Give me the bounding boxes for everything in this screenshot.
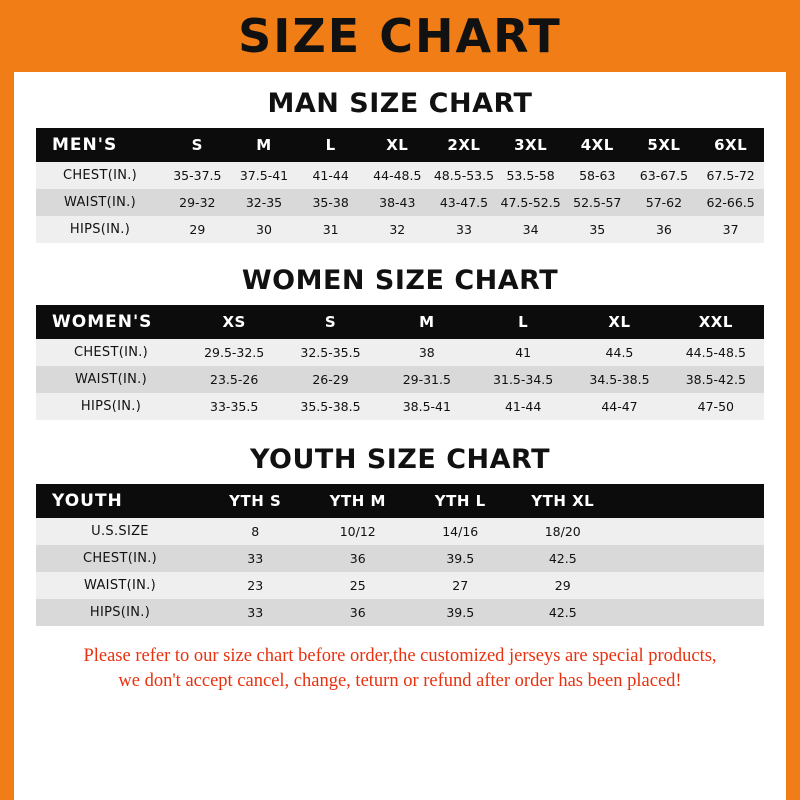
women-cell: 26-29 [282,366,378,393]
youth-row-label: WAIST(IN.) [36,572,204,599]
women-col-header: XXL [668,305,764,339]
women-cell: 33-35.5 [186,393,282,420]
women-row-label: CHEST(IN.) [36,339,186,366]
women-cell: 35.5-38.5 [282,393,378,420]
youth-cell: 39.5 [409,599,512,626]
men-cell: 53.5-58 [497,162,564,189]
youth-col-header: YTH XL [512,484,615,518]
men-cell: 62-66.5 [697,189,764,216]
youth-cell: 25 [307,572,410,599]
women-cell: 41 [475,339,571,366]
table-row [36,545,764,572]
youth-cell: 14/16 [409,518,512,545]
men-cell: 34 [497,216,564,243]
men-cell: 30 [231,216,298,243]
men-section-title: MAN SIZE CHART [267,88,533,119]
youth-section-title: YOUTH SIZE CHART [249,444,551,475]
men-cell: 52.5-57 [564,189,631,216]
youth-cell: 8 [204,518,307,545]
men-col-header: 5XL [631,128,698,162]
men-cell: 29 [164,216,231,243]
women-header-label: WOMEN'S [36,305,186,339]
women-cell: 38 [379,339,475,366]
men-row-label: CHEST(IN.) [36,162,164,189]
men-cell: 38-43 [364,189,431,216]
youth-cell: 33 [204,599,307,626]
women-section-title: WOMEN SIZE CHART [241,265,559,296]
table-header-row [36,484,764,518]
youth-cell-spacer [614,599,764,626]
men-cell: 48.5-53.5 [431,162,498,189]
women-row-label: HIPS(IN.) [36,393,186,420]
women-col-header: XL [571,305,667,339]
men-col-header: M [231,128,298,162]
youth-cell-spacer [614,572,764,599]
men-cell: 43-47.5 [431,189,498,216]
men-col-header: XL [364,128,431,162]
youth-size-table [36,484,764,626]
table-row [36,599,764,626]
men-cell: 35-38 [297,189,364,216]
women-row-label: WAIST(IN.) [36,366,186,393]
table-row [36,162,764,189]
youth-cell: 18/20 [512,518,615,545]
table-header-row [36,128,764,162]
women-col-header: XS [186,305,282,339]
women-cell: 38.5-42.5 [668,366,764,393]
men-col-header: 4XL [564,128,631,162]
men-cell: 32 [364,216,431,243]
men-cell: 37.5-41 [231,162,298,189]
table-row [36,189,764,216]
women-cell: 31.5-34.5 [475,366,571,393]
men-cell: 29-32 [164,189,231,216]
men-cell: 58-63 [564,162,631,189]
youth-col-header: YTH M [307,484,410,518]
women-size-table [36,305,764,420]
men-cell: 31 [297,216,364,243]
youth-cell: 42.5 [512,599,615,626]
women-cell: 44-47 [571,393,667,420]
footer-note [36,644,764,694]
men-col-header: L [297,128,364,162]
youth-col-header: YTH L [409,484,512,518]
men-cell: 33 [431,216,498,243]
men-size-table [36,128,764,243]
men-header-label: MEN'S [36,128,164,162]
youth-cell: 36 [307,599,410,626]
men-row-label: HIPS(IN.) [36,216,164,243]
youth-header-spacer [614,484,764,518]
women-cell: 38.5-41 [379,393,475,420]
youth-cell-spacer [614,518,764,545]
women-cell: 29.5-32.5 [186,339,282,366]
table-row [36,366,764,393]
women-col-header: S [282,305,378,339]
table-row [36,339,764,366]
women-cell: 44.5-48.5 [668,339,764,366]
men-cell: 35 [564,216,631,243]
men-cell: 47.5-52.5 [497,189,564,216]
women-cell: 32.5-35.5 [282,339,378,366]
men-col-header: 6XL [697,128,764,162]
men-col-header: S [164,128,231,162]
page-header-band [14,0,786,72]
men-cell: 32-35 [231,189,298,216]
women-cell: 41-44 [475,393,571,420]
men-col-header: 3XL [497,128,564,162]
youth-cell: 36 [307,545,410,572]
chart-content [14,88,786,694]
table-row [36,518,764,545]
youth-row-label: HIPS(IN.) [36,599,204,626]
men-cell: 36 [631,216,698,243]
footer-note-line-2: we don't accept cancel, change, teturn or refund after order has been placed! [118,670,682,691]
youth-row-label: CHEST(IN.) [36,545,204,572]
women-cell: 44.5 [571,339,667,366]
youth-cell: 33 [204,545,307,572]
youth-cell: 39.5 [409,545,512,572]
youth-cell: 23 [204,572,307,599]
men-cell: 35-37.5 [164,162,231,189]
men-cell: 44-48.5 [364,162,431,189]
youth-cell: 29 [512,572,615,599]
table-header-row [36,305,764,339]
women-cell: 29-31.5 [379,366,475,393]
men-cell: 37 [697,216,764,243]
youth-header-label: YOUTH [36,484,204,518]
table-row [36,216,764,243]
men-cell: 57-62 [631,189,698,216]
women-col-header: L [475,305,571,339]
youth-cell: 27 [409,572,512,599]
youth-cell: 42.5 [512,545,615,572]
youth-col-header: YTH S [204,484,307,518]
men-cell: 63-67.5 [631,162,698,189]
youth-row-label: U.S.SIZE [36,518,204,545]
women-col-header: M [379,305,475,339]
table-row [36,572,764,599]
men-row-label: WAIST(IN.) [36,189,164,216]
footer-note-line-1: Please refer to our size chart before order,the customized jerseys are special products, [83,646,717,666]
men-col-header: 2XL [431,128,498,162]
youth-cell: 10/12 [307,518,410,545]
page-title: SIZE CHART [238,9,562,63]
youth-cell-spacer [614,545,764,572]
men-cell: 67.5-72 [697,162,764,189]
men-cell: 41-44 [297,162,364,189]
women-cell: 34.5-38.5 [571,366,667,393]
women-cell: 23.5-26 [186,366,282,393]
women-cell: 47-50 [668,393,764,420]
table-row [36,393,764,420]
